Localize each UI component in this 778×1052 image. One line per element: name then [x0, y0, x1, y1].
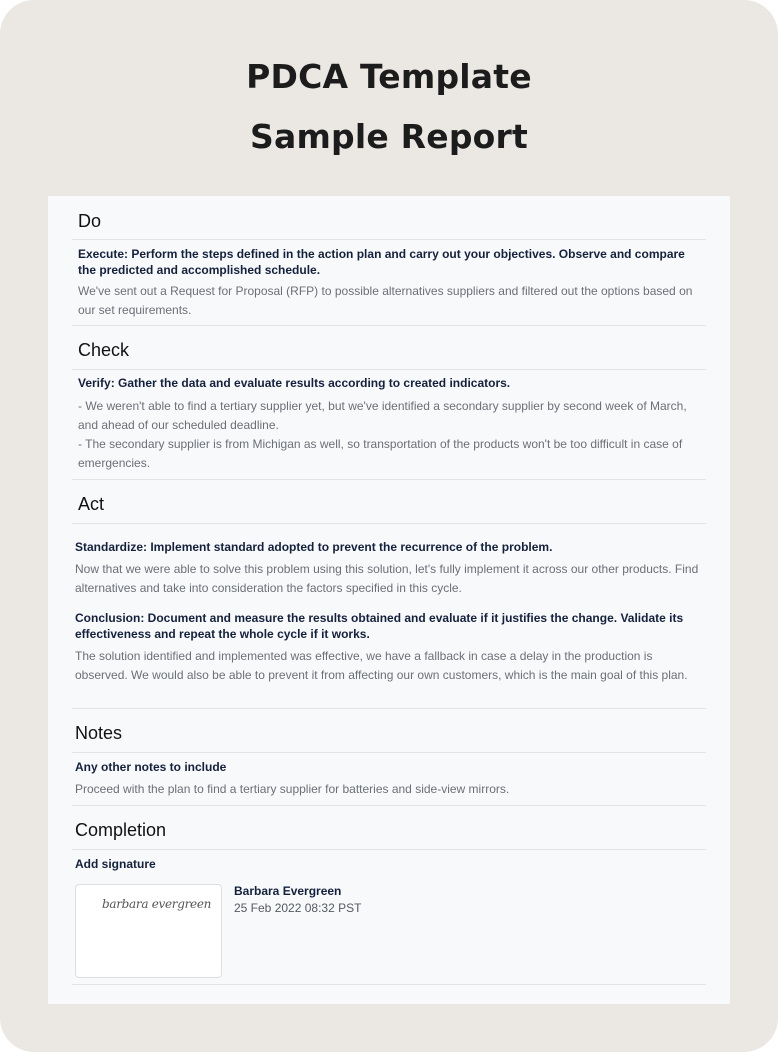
- divider: [72, 325, 706, 326]
- divider: [72, 849, 706, 850]
- page-subtitle: Sample Report: [250, 117, 528, 156]
- signature-box[interactable]: [75, 884, 222, 978]
- section-heading-do: Do: [78, 211, 102, 231]
- divider: [72, 805, 706, 806]
- act-standardize-answer: Now that we were able to solve this problem using this solution, let's fully implement it across our other products. Find alternatives and take into consideration the factors specified in this cycle.: [75, 562, 699, 595]
- signer-name: Barbara Evergreen: [234, 884, 342, 898]
- check-question: Verify: Gather the data and evaluate results according to created indicators.: [78, 376, 511, 390]
- notes-answer: Proceed with the plan to find a tertiary supplier for batteries and side-view mirrors.: [75, 782, 510, 796]
- notes-question: Any other notes to include: [75, 760, 227, 774]
- divider: [72, 239, 706, 240]
- section-heading-check: Check: [78, 340, 130, 360]
- do-answer: We've sent out a Request for Proposal (RFP) to possible alternatives suppliers and filtered out the options based on our set requirements.: [78, 284, 693, 317]
- act-conclusion-answer: The solution identified and implemented was effective, we have a fallback in case a delay in the production is observed. We would also be able to prevent it from affecting our own customers, which is the main goal of this plan.: [75, 649, 688, 682]
- divider: [72, 752, 706, 753]
- divider: [72, 984, 706, 985]
- divider: [72, 369, 706, 370]
- divider: [72, 479, 706, 480]
- divider: [72, 523, 706, 524]
- add-signature-label: Add signature: [75, 857, 156, 871]
- section-heading-completion: Completion: [75, 820, 167, 840]
- act-standardize-question: Standardize: Implement standard adopted to prevent the recurrence of the problem.: [75, 540, 553, 554]
- signature-timestamp: 25 Feb 2022 08:32 PST: [234, 901, 362, 915]
- section-heading-notes: Notes: [75, 723, 123, 743]
- check-answer: - We weren't able to find a tertiary supplier yet, but we've identified a secondary supplier by second week of March, and ahead of our scheduled deadline. - The secondary supplier is from Michigan as well, so transportation of the products won't be too difficult in case of emergencies.: [78, 399, 687, 470]
- signature-image: barbara evergreen: [102, 897, 212, 911]
- page-title: PDCA Template: [246, 57, 532, 96]
- do-question: Execute: Perform the steps defined in the action plan and carry out your objectives. Observe and compare the predicted and accomplished schedule.: [78, 247, 685, 277]
- divider: [72, 708, 706, 709]
- report-document: [48, 196, 730, 1004]
- section-heading-act: Act: [78, 494, 105, 514]
- act-conclusion-question: Conclusion: Document and measure the results obtained and evaluate if it justifies the change. Validate its effectiveness and repeat the whole cycle if it works.: [75, 611, 684, 641]
